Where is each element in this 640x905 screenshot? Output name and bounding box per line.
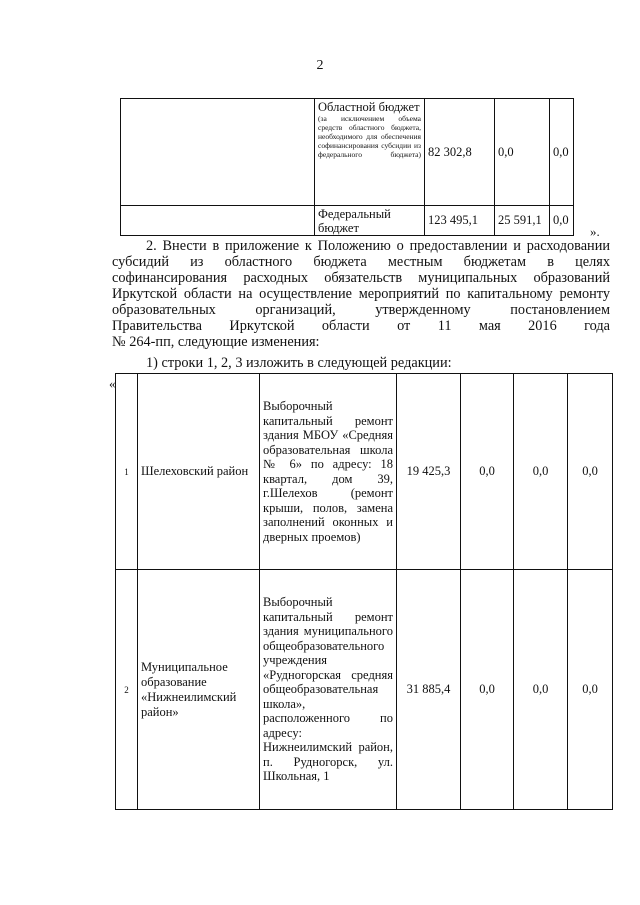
table-row [116,374,613,570]
table-row [116,570,613,810]
paragraph-line: № 264-пп, следующие изменения: [112,334,320,350]
objects-table [115,373,613,810]
value-cell: 0,0 [514,374,568,570]
subitem-line: 1) строки 1, 2, 3 изложить в следующей редакции: [146,355,452,371]
budget-label-note: (за исключением объема средств областного бюджета, необходимого для обеспечения софинансирования субсидии из федерального бюджета) [318,114,421,159]
budget-label-cell [315,99,425,206]
paragraph-line: Правительства Иркутской области от 11 мая 2016 года [112,318,610,334]
description-text: Выборочный капитальный ремонт здания МБОУ «Средняя образовательная школа № 6» по адресу: 18 квартал, дом 39, г.Шелехов (ремонт крыши, полов, замена заполнений оконных и дверных проемов) [263,399,393,544]
row-index: 1 [116,374,138,570]
table-row [121,206,574,236]
page-number: 2 [316,58,324,73]
value-cell: 0,0 [550,99,574,206]
municipality-cell: Шелеховский район [138,374,260,570]
table-row [121,99,574,206]
value-cell: 31 885,4 [397,570,461,810]
value-cell: 19 425,3 [397,374,461,570]
paragraph-line: софинансирования расходных обязательств муниципальных образований [112,270,610,286]
value-cell: 25 591,1 [495,206,550,236]
municipality-cell: Муниципальное образование «Нижнеилимский район» [138,570,260,810]
value-cell: 123 495,1 [425,206,495,236]
value-cell: 0,0 [495,99,550,206]
value-cell: 0,0 [461,570,514,810]
value-cell: 0,0 [550,206,574,236]
paragraph-line: Иркутской области на осуществление мероприятий по капитальному ремонту [112,286,610,302]
paragraph-line: образовательных организаций, утвержденному постановлением [112,302,610,318]
budget-label-title: Областной бюджет [318,100,420,114]
empty-cell [121,206,315,236]
value-cell: 0,0 [514,570,568,810]
budget-label-cell: Федеральный бюджет [315,206,425,236]
budget-table [120,98,574,236]
value-cell: 0,0 [568,374,613,570]
description-text: Выборочный капитальный ремонт здания муниципального общеобразовательного учреждения «Рудногорская средняя общеобразовательная школа», расположенного по адресу: Нижнеилимский район, п. Рудногорск, ул. Школьная, 1 [263,595,393,784]
paragraph-line: субсидий из областного бюджета местным бюджетам в целях [112,254,610,270]
value-cell: 0,0 [461,374,514,570]
description-cell [260,374,397,570]
paragraph-line: 2. Внести в приложение к Положению о предоставлении и расходовании [146,238,610,254]
value-cell: 82 302,8 [425,99,495,206]
opening-quote: « [109,376,116,391]
closing-quote: ». [590,224,600,239]
description-cell [260,570,397,810]
value-cell: 0,0 [568,570,613,810]
empty-cell [121,99,315,206]
row-index: 2 [116,570,138,810]
